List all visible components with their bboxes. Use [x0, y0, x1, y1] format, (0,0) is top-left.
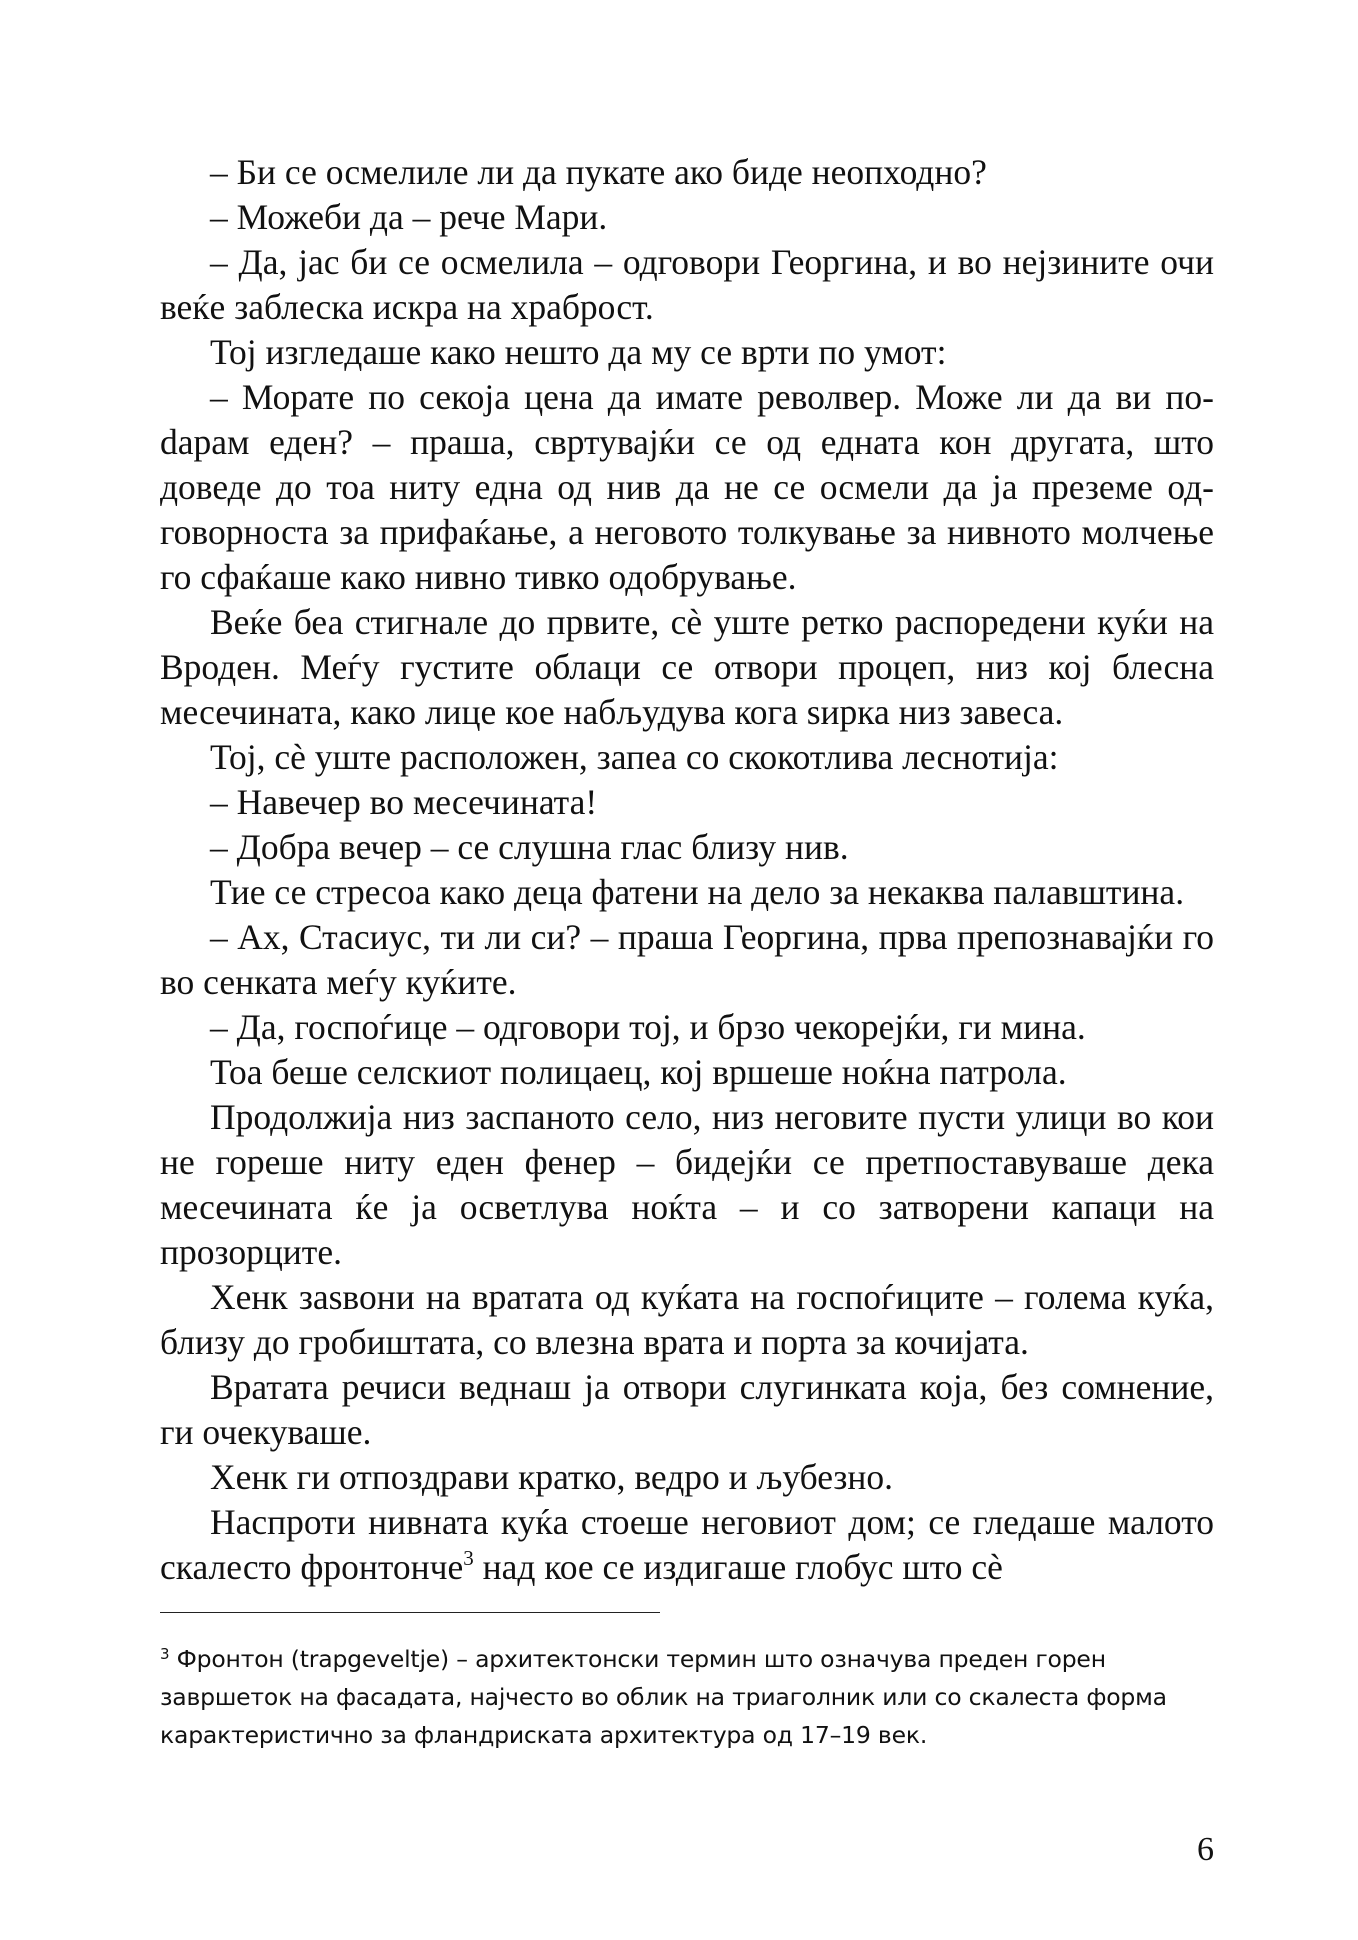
paragraph-8: – Навечер во месечината! — [210, 782, 598, 822]
paragraph-4: Тој изгледаше како нешто да му се врти по умот: — [210, 332, 947, 372]
footnote-text: Фронтон (trapgeveltje) – архитектонски термин што означува преден горен завршеток на фасадата, најчесто во облик на триаголник или со скалеста форма карактеристично за фландриската архитектура од 17–19 век. — [160, 1645, 1167, 1749]
paragraph-7: Тој, сè уште расположен, запеа со скокотлива леснотија: — [210, 737, 1059, 777]
paragraph-15: Хенк заѕвони на вратата од куќата на госпоѓиците – голема куќа, близу до гробиштата, со влезна врата и порта за кочијата. — [160, 1277, 1214, 1362]
paragraph-3: – Да, јас би се осмелила – одговори Георгина, и во нејзините очи веќе заблеска искра на храброст. — [160, 242, 1214, 327]
paragraph-16: Вратата речиси веднаш ја отвори слугинката која, без сомнение, ги очекуваше. — [160, 1367, 1214, 1452]
paragraph-13: Тоа беше селскиот полицаец, кој вршеше ноќна патрола. — [210, 1052, 1067, 1092]
paragraph-2: – Можеби да – рече Мари. — [210, 197, 608, 237]
paragraph-14: Продолжија низ заспаното село, низ неговите пусти улици во кои не гореше ниту еден фенер – бидејќи се претпоставуваше дека месечината ќе ја осветлува ноќта – и со затворени капаци на прозорците. — [160, 1097, 1214, 1272]
paragraph-5: – Морате по секоја цена да имате револвер. Може ли да ви поdарам еден? – праша, свртувајќи се од едната кон другата, што доведе до тоа ниту една од нив да не се осмели да ја преземе одговорноста за прифаќање, а неговото толкување за нивното молчење го сфаќаше како нивно тивко одобрување. — [160, 377, 1214, 597]
paragraph-18-end: над кое се издигаше глобус што сè — [473, 1547, 1003, 1587]
body-text — [160, 150, 1214, 1590]
paragraph-9: – Добра вечер – се слушна глас близу нив. — [210, 827, 849, 867]
paragraph-17: Хенк ги отпоздрави кратко, ведро и љубезно. — [210, 1457, 894, 1497]
paragraph-1: – Би се осмелиле ли да пукате ако биде неопходно? — [210, 152, 987, 192]
paragraph-6: Веќе беа стигнале до првите, сè уште ретко распоредени куќи на Вроден. Меѓу густите облаци се отвори процеп, низ кој блесна месечината, како лице кое набљудува кога ѕирка низ завеса. — [160, 602, 1214, 732]
footnote-reference[interactable]: 3 — [463, 1546, 474, 1570]
footnote-separator — [160, 1612, 660, 1613]
paragraph-18-start: Наспроти нивната куќа стоеше неговиот дом; се гледаше малото скалесто фронтонче — [160, 1502, 1214, 1587]
paragraph-11: – Ах, Стасиус, ти ли си? – праша Георгина, прва препознавајќи го во сенката меѓу куќите. — [160, 917, 1214, 1002]
footnote-marker: 3 — [160, 1645, 170, 1663]
footnote — [160, 1640, 1214, 1754]
paragraph-10: Тие се стресоа како деца фатени на дело за некаква палавштина. — [210, 872, 1185, 912]
paragraph-12: – Да, госпоѓице – одговори тој, и брзо чекорејќи, ги мина. — [210, 1007, 1086, 1047]
page-number: 6 — [1197, 1831, 1214, 1868]
paragraph-18 — [160, 1500, 1214, 1590]
